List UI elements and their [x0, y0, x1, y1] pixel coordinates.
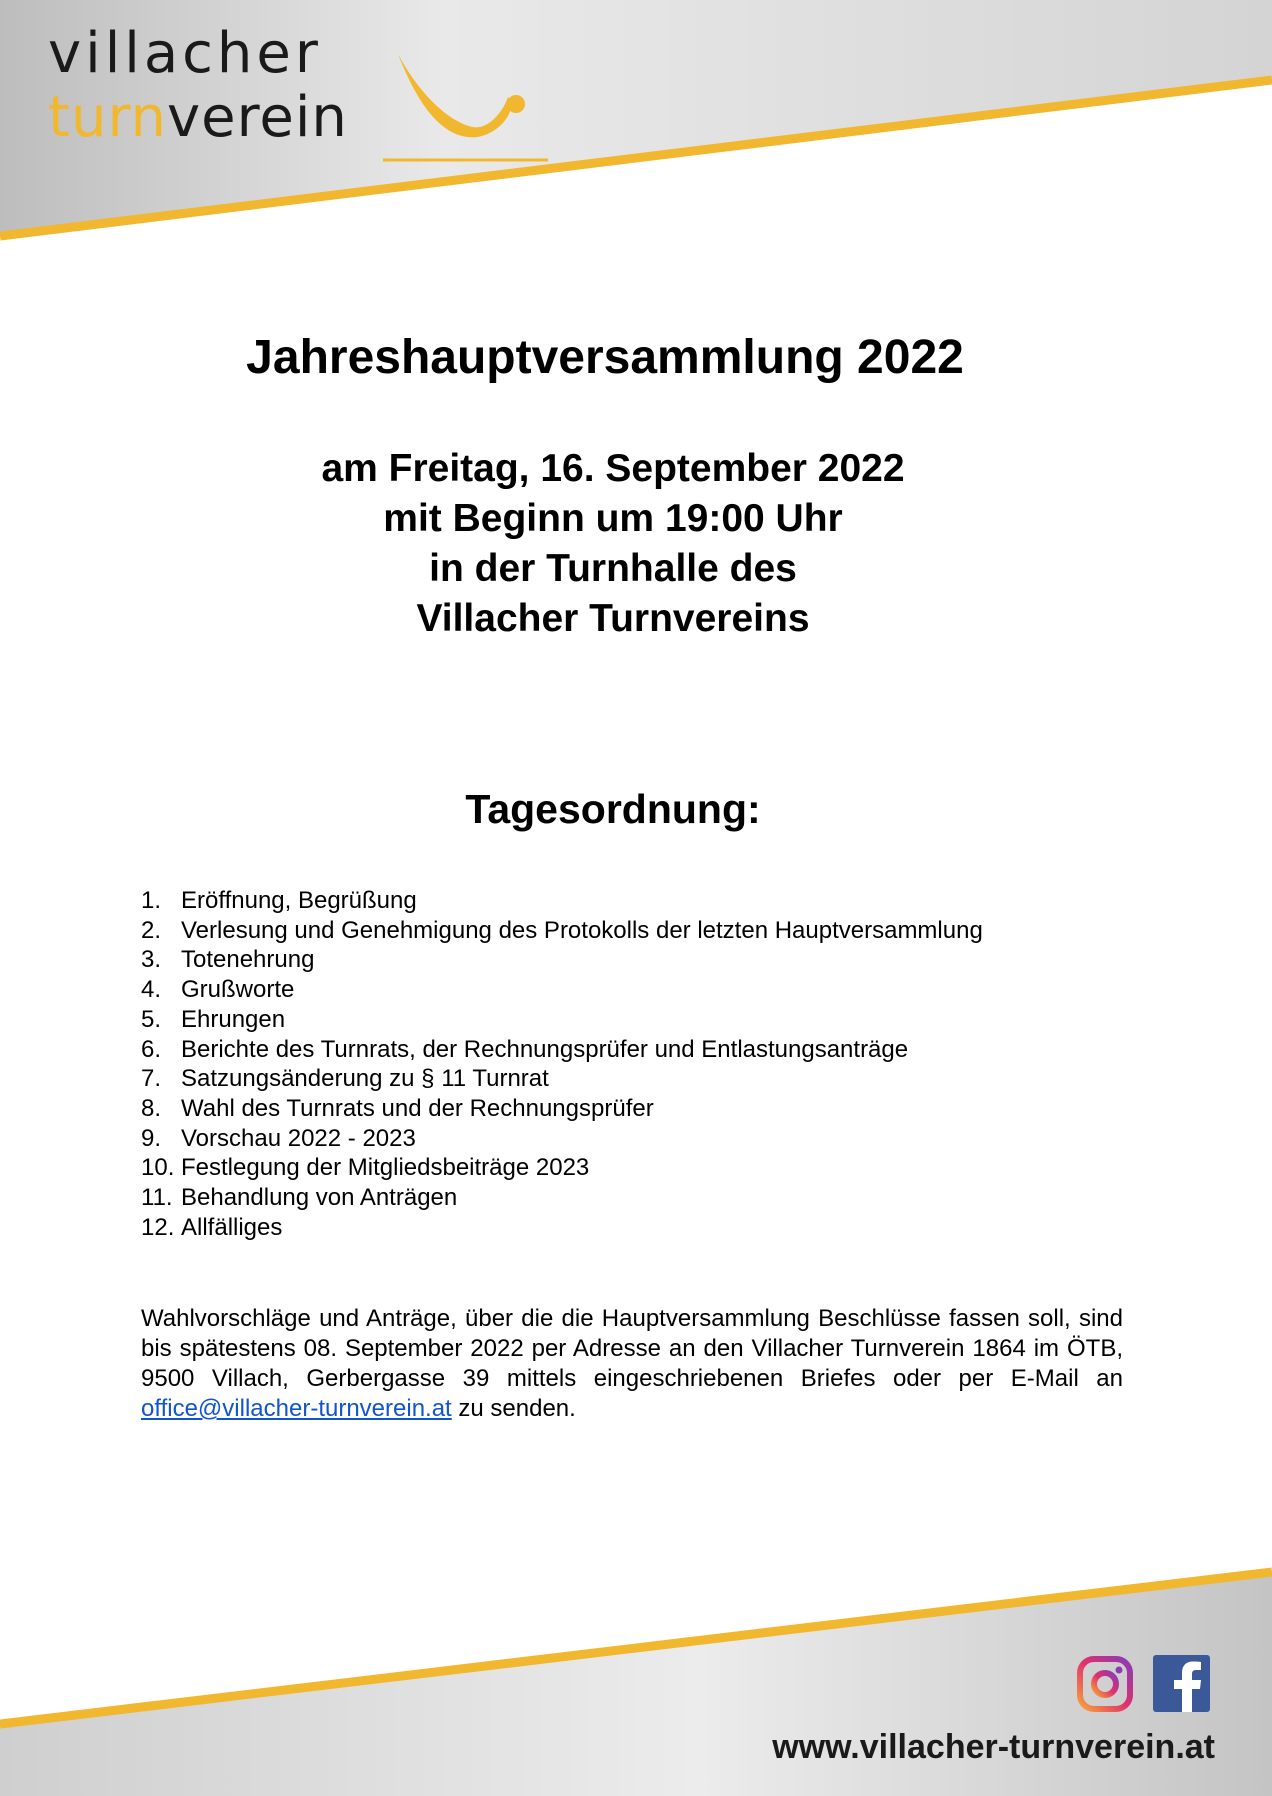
- list-item-number: 4.: [141, 976, 162, 1004]
- list-item: [141, 886, 983, 916]
- list-item-text: Grußworte: [181, 976, 295, 1004]
- club-logo: [48, 22, 348, 150]
- list-item: [141, 1035, 983, 1065]
- agenda-list: [141, 886, 983, 1242]
- notice-text: Wahlvorschläge und Anträge, über die die Hauptversammlung Beschlüsse fassen soll, sind bis spätestens 08. September 2022 per Adresse an den Villacher Turnverein 1864 im ÖTB, 9500 Villach, Gerbergasse 39 mittels eingeschriebenen Briefes oder per E-Mail an: [141, 1305, 1123, 1392]
- logo-text-verein: verein: [166, 85, 348, 150]
- list-item-text: Verlesung und Genehmigung des Protokolls der letzten Hauptversammlung: [181, 916, 983, 944]
- list-item-number: 9.: [141, 1124, 162, 1152]
- list-item: [141, 1153, 983, 1183]
- event-location-1: in der Turnhalle des: [429, 547, 797, 590]
- list-item-number: 2.: [141, 916, 162, 944]
- list-item-text: Allfälliges: [181, 1213, 283, 1241]
- list-item: [141, 1213, 983, 1243]
- instagram-icon[interactable]: [1076, 1655, 1134, 1713]
- list-item: [141, 1094, 983, 1124]
- event-info: [0, 444, 1226, 644]
- list-item: [141, 1124, 983, 1154]
- event-time: mit Beginn um 19:00 Uhr: [383, 497, 843, 540]
- logo-swoosh-icon: [378, 52, 558, 172]
- event-date: am Freitag, 16. September 2022: [321, 447, 905, 490]
- list-item: [141, 1005, 983, 1035]
- list-item-text: Vorschau 2022 - 2023: [181, 1124, 416, 1152]
- website-url[interactable]: www.villacher-turnverein.at: [772, 1728, 1215, 1766]
- list-item: [141, 945, 983, 975]
- list-item-text: Totenehrung: [181, 946, 315, 974]
- list-item: [141, 1064, 983, 1094]
- email-link[interactable]: office@villacher-turnverein.at: [141, 1395, 452, 1422]
- logo-text-villacher: villacher: [48, 21, 322, 86]
- list-item-text: Behandlung von Anträgen: [181, 1184, 458, 1212]
- list-item: [141, 975, 983, 1005]
- notice-paragraph: [141, 1304, 1123, 1424]
- list-item-number: 12.: [141, 1213, 175, 1241]
- facebook-icon[interactable]: [1153, 1655, 1210, 1712]
- list-item-text: Berichte des Turnrats, der Rechnungsprüfer und Entlastungsanträge: [181, 1035, 909, 1063]
- list-item-number: 8.: [141, 1094, 162, 1122]
- list-item-text: Festlegung der Mitgliedsbeiträge 2023: [181, 1154, 590, 1182]
- list-item-number: 3.: [141, 946, 162, 974]
- logo-text-turnverein: [48, 86, 348, 150]
- logo-text-turn: turn: [48, 85, 167, 150]
- list-item-number: 6.: [141, 1035, 162, 1063]
- list-item: [141, 916, 983, 946]
- list-item-text: Satzungsänderung zu § 11 Turnrat: [181, 1065, 549, 1093]
- list-item-number: 5.: [141, 1005, 162, 1033]
- list-item-text: Ehrungen: [181, 1005, 286, 1033]
- list-item-number: 11.: [141, 1184, 173, 1212]
- notice-text-end: zu senden.: [451, 1395, 576, 1422]
- list-item-text: Wahl des Turnrats und der Rechnungsprüfer: [181, 1094, 654, 1122]
- list-item-number: 1.: [141, 887, 162, 914]
- list-item-number: 7.: [141, 1065, 162, 1093]
- agenda-heading: Tagesordnung:: [465, 786, 761, 832]
- event-location-2: Villacher Turnvereins: [416, 597, 810, 640]
- list-item-number: 10.: [141, 1154, 175, 1182]
- list-item: [141, 1183, 983, 1213]
- list-item-text: Eröffnung, Begrüßung: [181, 887, 417, 914]
- page-title: Jahreshauptversammlung 2022: [246, 331, 964, 384]
